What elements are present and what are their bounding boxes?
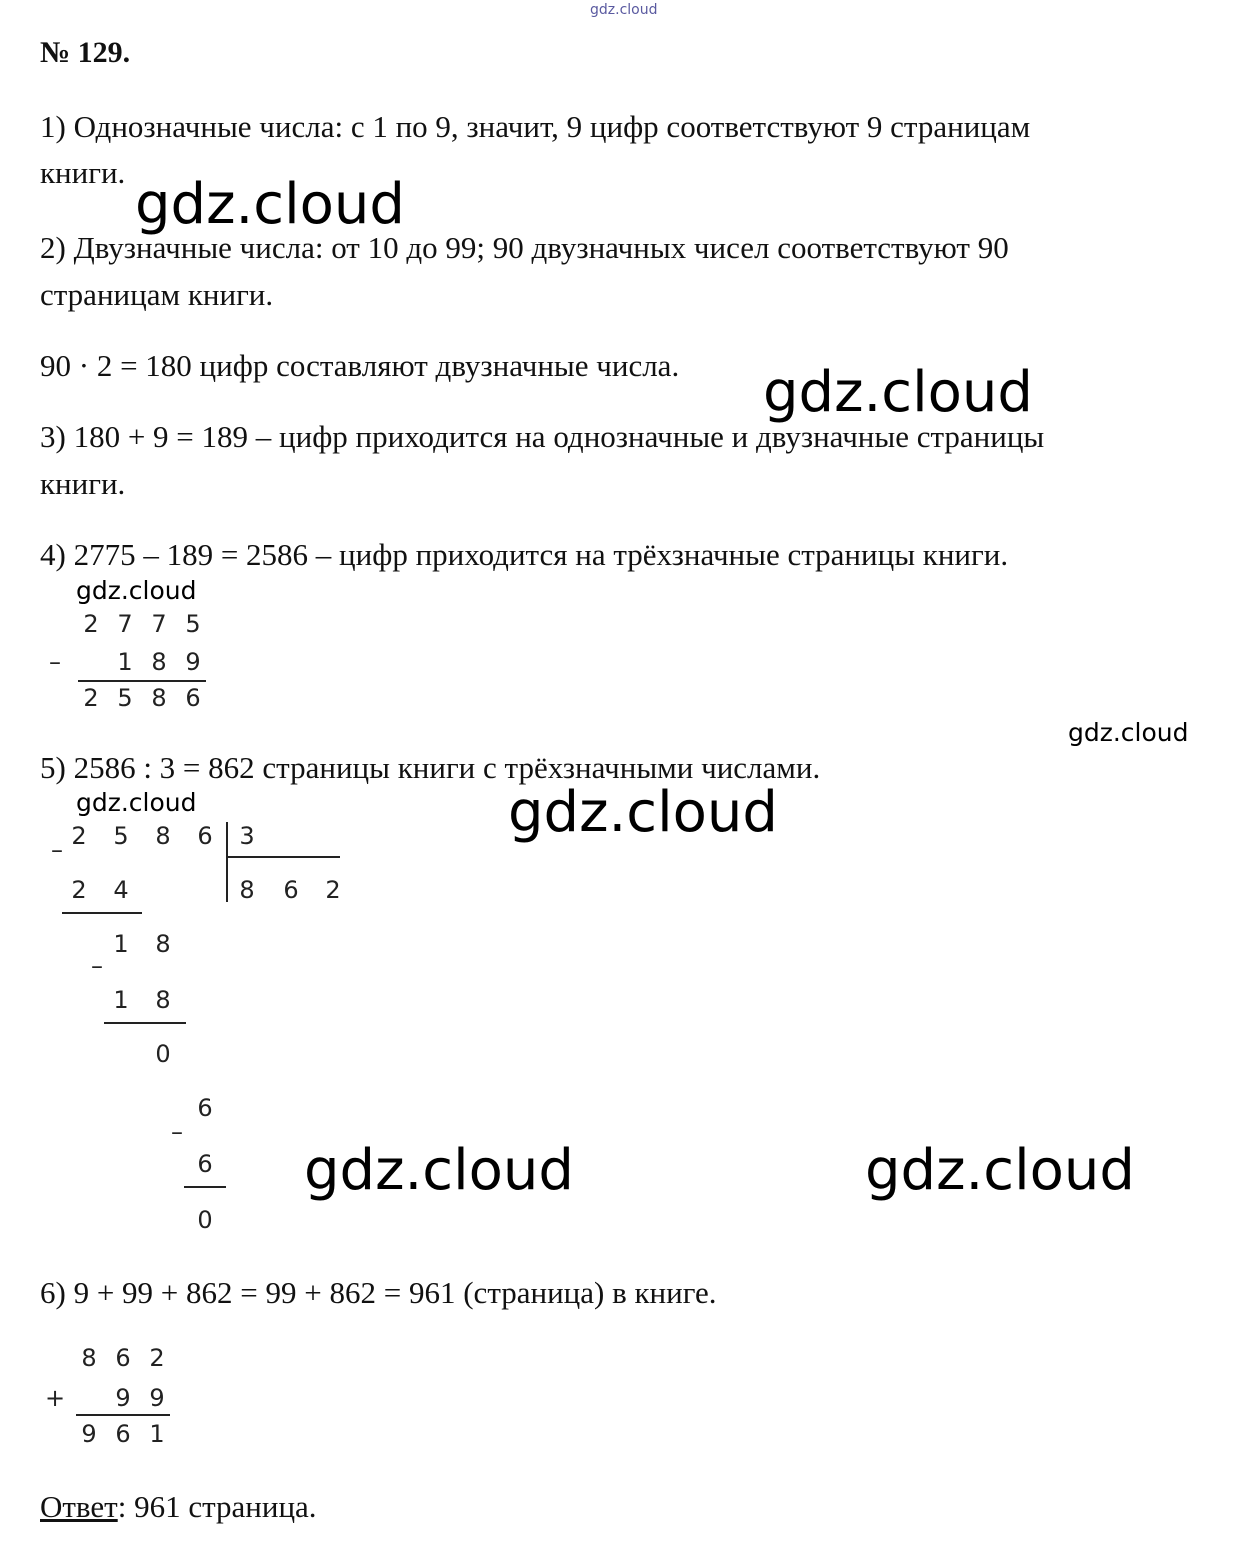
answer-text: : 961 страница. [117, 1489, 317, 1524]
digit: 1 [113, 930, 129, 958]
watermark: gdz.cloud [76, 576, 197, 605]
step-1-line-1: 1) Однозначные числа: с 1 по 9, значит, 9 цифр соответствуют 9 страницам [40, 109, 1031, 144]
digit: 2 [83, 610, 99, 638]
step-3-line-2: книги. [40, 466, 126, 501]
sum-line [76, 1414, 170, 1416]
step-2-calc: 90 · 2 = 180 цифр составляют двузначные числа. [40, 348, 680, 383]
step-6: 6) 9 + 99 + 862 = 99 + 862 = 961 (страница) в книге. [40, 1275, 717, 1310]
step-5: 5) 2586 : 3 = 862 страницы книги с трёхзначными числами. [40, 750, 821, 785]
digit: 9 [115, 1384, 131, 1412]
digit: 6 [115, 1420, 131, 1448]
watermark: gdz.cloud [865, 1138, 1135, 1203]
digit: 6 [197, 822, 213, 850]
digit: 9 [81, 1420, 97, 1448]
digit: 0 [155, 1040, 171, 1068]
sum-line [62, 912, 142, 914]
problem-title: № 129. [40, 36, 131, 69]
minus-sign: – [51, 836, 63, 864]
digit: 7 [151, 610, 167, 638]
watermark: gdz.cloud [135, 172, 405, 237]
digit: 6 [185, 684, 201, 712]
digit: 1 [117, 648, 133, 676]
minus-sign: – [171, 1118, 183, 1146]
quotient-digit: 8 [239, 876, 255, 904]
digit: 2 [71, 822, 87, 850]
digit: 8 [155, 930, 171, 958]
step-3-line-1: 3) 180 + 9 = 189 – цифр приходится на однозначные и двузначные страницы [40, 419, 1045, 454]
digit: 8 [81, 1344, 97, 1372]
digit: 0 [197, 1206, 213, 1234]
divisor: 3 [239, 822, 255, 850]
digit: 6 [197, 1150, 213, 1178]
sum-line [184, 1186, 226, 1188]
digit: 9 [149, 1384, 165, 1412]
answer [40, 1484, 317, 1530]
digit: 1 [113, 986, 129, 1014]
digit: 6 [115, 1344, 131, 1372]
digit: 5 [113, 822, 129, 850]
digit: 6 [197, 1094, 213, 1122]
watermark: gdz.cloud [1068, 718, 1189, 747]
minus-sign: – [49, 648, 61, 676]
digit: 2 [71, 876, 87, 904]
quotient-digit: 2 [325, 876, 341, 904]
watermark: gdz.cloud [304, 1138, 574, 1203]
digit: 1 [149, 1420, 165, 1448]
step-4: 4) 2775 – 189 = 2586 – цифр приходится на трёхзначные страницы книги. [40, 537, 1009, 572]
digit: 9 [185, 648, 201, 676]
digit: 4 [113, 876, 129, 904]
digit: 8 [151, 648, 167, 676]
step-2-line-2: страницам книги. [40, 277, 274, 312]
quotient-digit: 6 [283, 876, 299, 904]
digit: 2 [149, 1344, 165, 1372]
digit: 8 [155, 986, 171, 1014]
watermark: gdz.cloud [76, 788, 197, 817]
digit: 8 [151, 684, 167, 712]
division-line [226, 856, 340, 858]
division-bar [226, 822, 228, 902]
step-2-line-1: 2) Двузначные числа: от 10 до 99; 90 двузначных чисел соответствуют 90 [40, 230, 1009, 265]
minus-sign: – [91, 952, 103, 980]
digit: 2 [83, 684, 99, 712]
watermark-top: gdz.cloud [590, 2, 658, 18]
watermark: gdz.cloud [508, 780, 778, 845]
digit: 5 [185, 610, 201, 638]
plus-sign: + [44, 1384, 66, 1412]
watermark: gdz.cloud [763, 360, 1033, 425]
digit: 7 [117, 610, 133, 638]
step-1-line-2: книги. [40, 155, 126, 190]
sum-line [104, 1022, 186, 1024]
sum-line [78, 680, 206, 682]
digit: 8 [155, 822, 171, 850]
digit: 5 [117, 684, 133, 712]
answer-label: Ответ [40, 1489, 118, 1524]
